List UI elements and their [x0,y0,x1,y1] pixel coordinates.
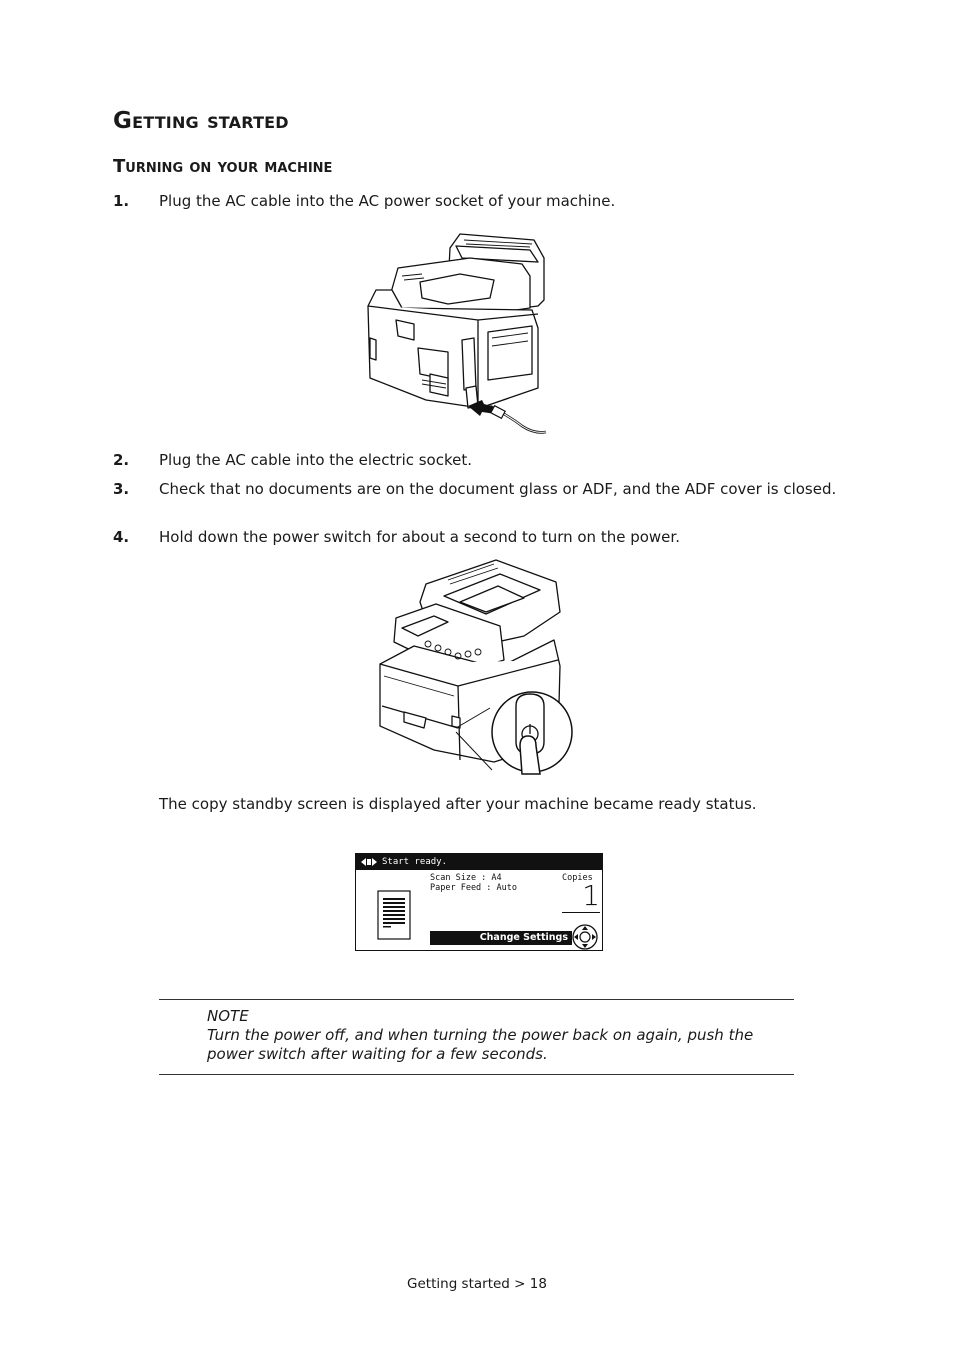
step-number: 3. [113,480,130,498]
lcd-standby-screen [355,853,603,951]
page-footer: Getting started > 18 [407,1276,547,1292]
lcd-scan-size: Scan Size : A4 [430,873,502,883]
step-number: 4. [113,528,130,546]
navigation-dial-icon [572,924,598,950]
step-number: 1. [113,192,130,210]
rear-machine-illustration [362,228,552,440]
note-label: NOTE [207,1007,249,1025]
step-text: Check that no documents are on the document glass or ADF, and the ADF cover is closed. [159,480,837,498]
document-icon [377,890,411,940]
power-switch-illustration [374,556,576,778]
copy-mode-icon [361,858,377,866]
section-title: Turning on your machine [113,156,333,177]
page-title: Getting started [113,108,289,134]
lcd-copies-label: Copies [562,873,593,883]
standby-description: The copy standby screen is displayed after your machine became ready status. [159,795,757,813]
change-settings-button: Change Settings [430,931,572,945]
note-top-rule [159,999,794,1000]
note-bottom-rule [159,1074,794,1075]
step-text: Plug the AC cable into the AC power socket of your machine. [159,192,616,210]
lcd-status-text: Start ready. [382,857,448,867]
lcd-copies-value: 1 [562,880,600,913]
lcd-paper-feed: Paper Feed : Auto [430,883,517,893]
lcd-status-bar [356,854,602,870]
step-text: Plug the AC cable into the electric socket. [159,451,473,469]
note-text: Turn the power off, and when turning the power back on again, push the power switch after waiting for a few seconds. [207,1026,754,1063]
step-number: 2. [113,451,130,469]
step-text: Hold down the power switch for about a second to turn on the power. [159,528,680,546]
note-box [207,1007,767,1064]
